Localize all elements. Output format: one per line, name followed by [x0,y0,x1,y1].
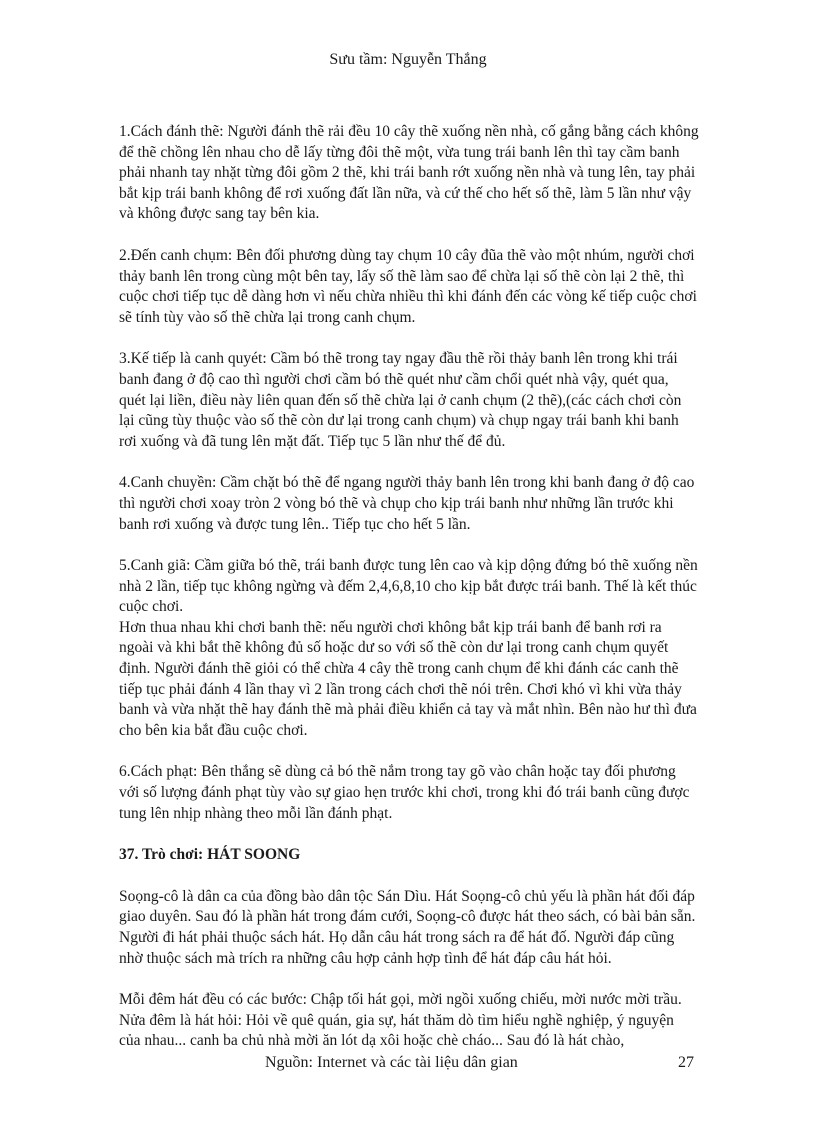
header-title: Sưu tầm: Nguyễn Thắng [329,51,487,68]
paragraph-win-lose: Hơn thua nhau khi chơi banh thẽ: nếu người chơi không bắt kịp trái banh để banh rơi ra ngoài và khi bắt thẽ không đủ số hoặc dư so với số thẽ còn dư lại trong canh chụm quyết định. Người đánh thẽ giỏi có thể chừa 4 cây thẽ trong canh chụm để khi đánh các canh thẽ tiếp tục phải đánh 4 lần thay vì 2 lần trong cách chơi thẽ nói trên. Chơi khó vì khi vừa thảy banh và vừa nhặt thẽ hay đánh thẽ mà phải điều khiển cả tay và mắt nhìn. Bên nào hư thì đưa cho bên kia bắt đầu cuộc chơi. [119,618,697,739]
paragraph-rule-6: 6.Cách phạt: Bên thắng sẽ dùng cả bó thẽ nắm trong tay gõ vào chân hoặc tay đối phương với số lượng đánh phạt tùy vào sự giao hẹn trước khi chơi, trong khi đó trái banh cũng được tung lên nhịp nhàng theo mỗi lần đánh phạt. [119,763,690,822]
document-body [119,122,699,1073]
section-heading: 37. Trò chơi: HÁT SOONG [119,846,301,864]
page-header [0,50,816,70]
footer-source: Nguồn: Internet và các tài liệu dân gian [265,1054,518,1071]
paragraph-rule-4: 4.Canh chuyền: Cầm chặt bó thẽ để ngang người thảy banh lên trong khi banh đang ở độ cao thì người chơi xoay tròn 2 vòng bó thẽ và chụp cho kịp trái banh như những lần trước khi banh rơi xuống và được tung lên.. Tiếp tục cho hết 5 lần. [119,474,695,533]
section-paragraph-2: Mỗi đêm hát đều có các bước: Chập tối hát gọi, mời ngồi xuống chiếu, mời nước mời trầu. Nửa đêm là hát hỏi: Hỏi về quê quán, gia sự, hát thăm dò tìm hiểu nghề nghiệp, ý nguyện của nhau... canh ba chủ nhà mời ăn lót dạ xôi hoặc chè cháo... Sau đó là hát chào, [119,991,682,1050]
paragraph-rule-1: 1.Cách đánh thẽ: Người đánh thẽ rải đều 10 cây thẽ xuống nền nhà, cố gắng bằng cách không để thẽ chồng lên nhau cho dễ lấy từng đôi thẽ một, vừa tung trái banh lên thì tay cầm banh phải nhanh tay nhặt từng đôi gồm 2 thẽ, khi trái banh rớt xuống nền nhà và tung lên, tay phải bắt kịp trái banh không để rơi xuống đất lần nữa, và cứ thế cho hết số thẽ, làm 5 lần như vậy và không được sang tay bên kia. [119,123,699,223]
page-number: 27 [678,1054,694,1071]
section-paragraph-1: Soọng-cô là dân ca của đồng bào dân tộc Sán Dìu. Hát Soọng-cô chủ yếu là phần hát đối đáp giao duyên. Sau đó là phần hát trong đám cưới, Soọng-cô được hát theo sách, có bài bản sẵn. Người đi hát phải thuộc sách hát. Họ dẫn câu hát trong sách ra để hát đố. Người đáp cũng nhờ thuộc sách mà trích ra những câu hợp cảnh hợp tình để hát đáp câu hát hỏi. [119,887,696,967]
paragraph-rule-5: 5.Canh giã: Cầm giữa bó thẽ, trái banh được tung lên cao và kịp dộng đứng bó thẽ xuống nền nhà 2 lần, tiếp tục không ngừng và đếm 2,4,6,8,10 cho kịp bắt được trái banh. Thế là kết thúc cuộc chơi. [119,557,698,616]
paragraph-rule-2: 2.Đến canh chụm: Bên đối phương dùng tay chụm 10 cây đũa thẽ vào một nhúm, người chơi thảy banh lên trong cùng một bên tay, lấy số thẽ làm sao để chừa lại số thẽ còn lại 2 thẽ, thì cuộc chơi tiếp tục dễ dàng hơn vì nếu chừa nhiều thì khi đánh đến các vòng kế tiếp cuộc chơi sẽ tính tùy vào số thẽ chừa lại trong canh chụm. [119,246,697,326]
paragraph-rule-3: 3.Kế tiếp là canh quyét: Cầm bó thẽ trong tay ngay đầu thẽ rồi thảy banh lên trong khi trái banh đang ở độ cao thì người chơi cầm bó thẽ quét như cầm chổi quét nhà vậy, quét qua, quét lại liền, điều này liên quan đến số thẽ chừa lại ở canh chụm (2 thẽ),(các cách chơi còn lại cũng tùy thuộc vào số thẽ còn dư lại trong canh chụm) và chụp ngay trái banh khi banh rơi xuống và đã tung lên mặt đất. Tiếp tục 5 lần như thế để đủ. [119,350,682,450]
